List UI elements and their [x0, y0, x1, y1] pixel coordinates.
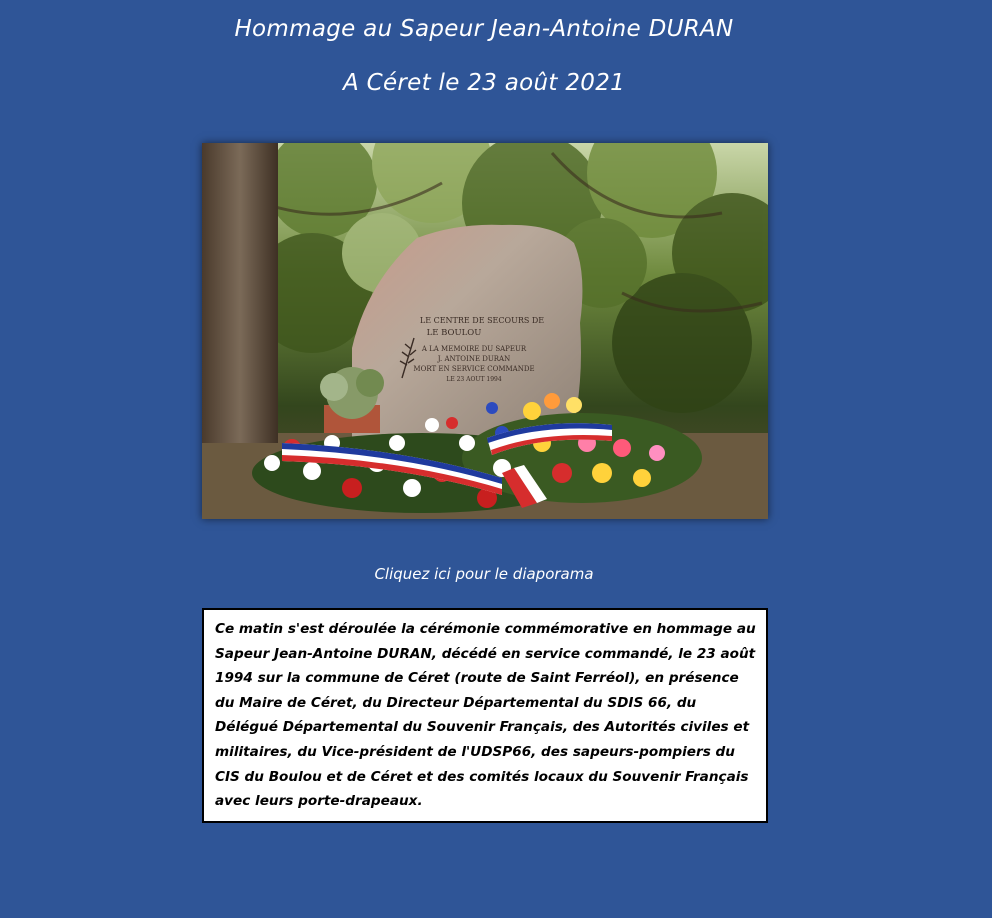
memorial-photo	[202, 143, 768, 519]
memorial-photo-illustration	[202, 143, 768, 519]
plaque-line-4: J. ANTOINE DURAN	[437, 355, 511, 363]
plaque-line-5: MORT EN SERVICE COMMANDE	[413, 365, 535, 373]
page-title: Hommage au Sapeur Jean-Antoine DURAN	[234, 16, 734, 42]
article-paragraph: Ce matin s'est déroulée la cérémonie commémorative en hommage au Sapeur Jean-Antoine DURAN, décédé en service commandé, le 23 août 1994 sur la commune de Céret (route de Saint Ferréol), en présence du Maire de Céret, du Directeur Départemental du SDIS 66, du Délégué Départemental du Souvenir Français, des Autorités civiles et militaires, du Vice-président de l'UDSP66, des sapeurs-pompiers du CIS du Boulou et de Céret et des comités locaux du Souvenir Français avec leurs porte-drapeaux.	[215, 621, 756, 810]
plaque-line-3: A LA MEMOIRE DU SAPEUR	[421, 345, 527, 353]
page-subtitle-date: A Céret le 23 août 2021	[342, 70, 626, 96]
slideshow-link[interactable]: Cliquez ici pour le diaporama	[374, 565, 594, 583]
plaque-line-1: LE CENTRE DE SECOURS DE	[419, 316, 545, 325]
plaque-line-2: LE BOULOU	[426, 328, 482, 338]
plaque-line-6: LE 23 AOUT 1994	[446, 376, 502, 383]
article-text-box	[202, 608, 768, 823]
